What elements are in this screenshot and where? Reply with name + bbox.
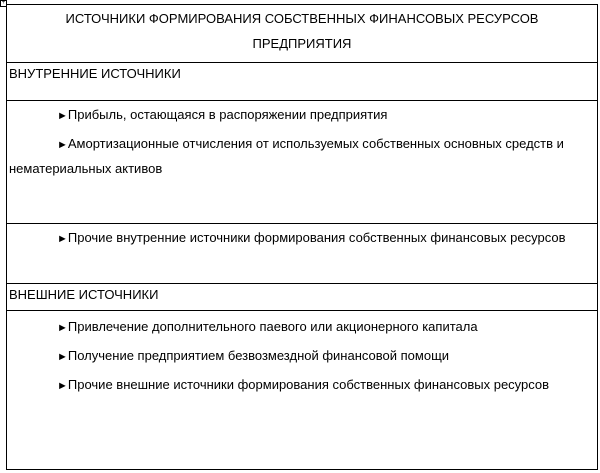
internal-sources-list xyxy=(7,101,597,224)
list-item-text: Амортизационные отчисления от используемых собственных основных средств и нематериальных активов xyxy=(9,136,564,176)
sources-table xyxy=(6,4,598,470)
list-item xyxy=(7,132,597,181)
list-item-text: Привлечение дополнительного паевого или акционерного капитала xyxy=(67,319,478,334)
internal-sources-other xyxy=(7,224,597,284)
arrow-right-icon: ► xyxy=(57,110,68,122)
list-item-text: Прочие внутренние источники формирования собственных финансовых ресурсов xyxy=(67,230,566,245)
external-sources-heading: ВНЕШНИЕ ИСТОЧНИКИ xyxy=(7,284,597,311)
arrow-right-icon: ► xyxy=(57,322,68,334)
list-item-text: Получение предприятием безвозмездной финансовой помощи xyxy=(67,348,450,363)
list-item-text: Прибыль, остающаяся в распоряжении предприятия xyxy=(67,107,388,122)
list-item xyxy=(7,226,597,251)
arrow-right-icon: ► xyxy=(57,233,68,245)
list-item xyxy=(7,344,597,369)
list-item xyxy=(7,103,597,128)
list-item-text: Прочие внешние источники формирования собственных финансовых ресурсов xyxy=(67,377,550,392)
arrow-right-icon: ► xyxy=(57,351,68,363)
list-item xyxy=(7,315,597,340)
external-sources-list xyxy=(7,311,597,469)
arrow-right-icon: ► xyxy=(57,139,68,151)
table-title-line-1: ИСТОЧНИКИ ФОРМИРОВАНИЯ СОБСТВЕННЫХ ФИНАНСОВЫХ РЕСУРСОВ xyxy=(65,11,539,26)
table-title xyxy=(7,5,597,63)
table-title-line-2: ПРЕДПРИЯТИЯ xyxy=(252,36,352,51)
arrow-right-icon: ► xyxy=(57,380,68,392)
table-move-handle[interactable]: + xyxy=(1,0,6,6)
internal-sources-heading: ВНУТРЕННИЕ ИСТОЧНИКИ xyxy=(7,63,597,101)
list-item xyxy=(7,373,597,398)
